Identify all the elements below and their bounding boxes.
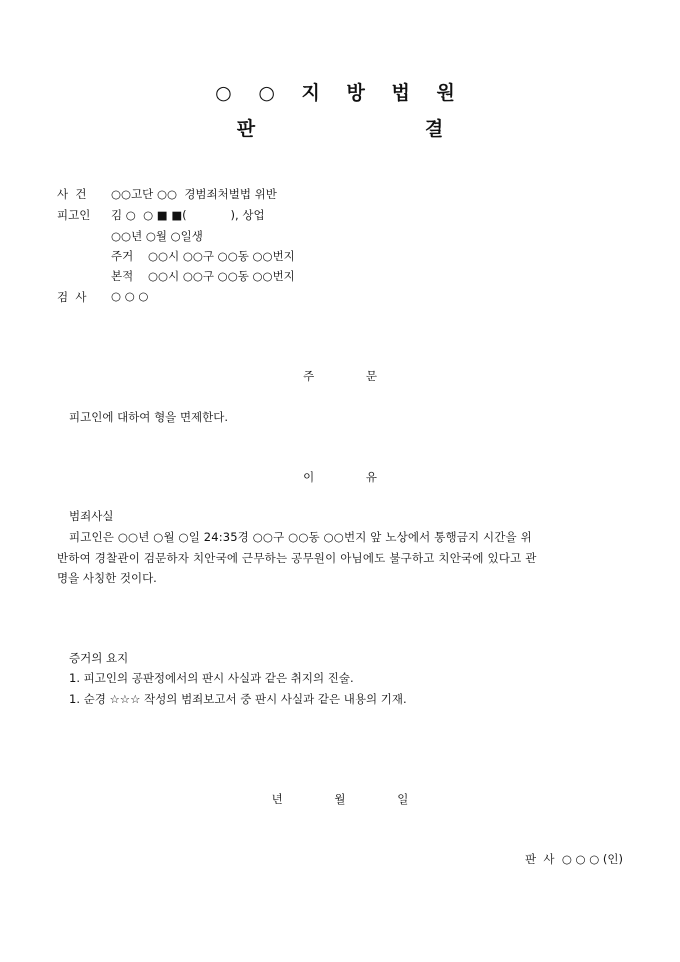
domicile-label: 본적 (111, 269, 134, 283)
reason-heading: 이 유 (303, 470, 377, 484)
address-value: ○○시 ○○구 ○○동 ○○번지 (148, 249, 295, 263)
evidence-heading: 증거의 요지 (69, 651, 129, 665)
defendant-birth: ○○년 ○월 ○일생 (111, 229, 203, 243)
judge-signature: 판 사 ○ ○ ○ (인) (525, 852, 623, 866)
evidence-item-1: 1. 피고인의 공판정에서의 판시 사실과 같은 취지의 진술. (69, 671, 354, 685)
defendant-label: 피고인 (57, 208, 91, 222)
defendant-value: 김 ○ ○ ■ ■( ), 상업 (111, 208, 265, 222)
domicile-value: ○○시 ○○구 ○○동 ○○번지 (148, 269, 295, 283)
date-line: 년 월 일 (271, 792, 409, 806)
order-text: 피고인에 대하여 형을 면제한다. (69, 410, 229, 424)
crime-facts-line-3: 명을 사칭한 것이다. (57, 571, 157, 585)
order-heading: 주 문 (303, 369, 377, 383)
prosecutor-label: 검 사 (57, 290, 87, 304)
evidence-item-2: 1. 순경 ☆☆☆ 작성의 범죄보고서 중 판시 사실과 같은 내용의 기재. (69, 692, 407, 706)
crime-facts-line-1: 피고인은 ○○년 ○월 ○일 24:35경 ○○구 ○○동 ○○번지 앞 노상에서 통행금지 시간을 위 (69, 530, 532, 544)
case-label: 사 건 (57, 187, 87, 201)
case-value: ○○고단 ○○ 경범죄처벌법 위반 (111, 187, 277, 201)
crime-facts-line-2: 반하여 경찰관이 검문하자 치안국에 근무하는 공무원이 아님에도 불구하고 치안국에 있다고 관 (57, 551, 537, 565)
prosecutor-value: ○ ○ ○ (111, 289, 149, 303)
address-label: 주거 (111, 249, 134, 263)
crime-facts-heading: 범죄사실 (69, 509, 114, 523)
court-name: ○ ○ 지 방 법 원 (215, 82, 465, 104)
document-title: 판 결 (236, 118, 444, 140)
